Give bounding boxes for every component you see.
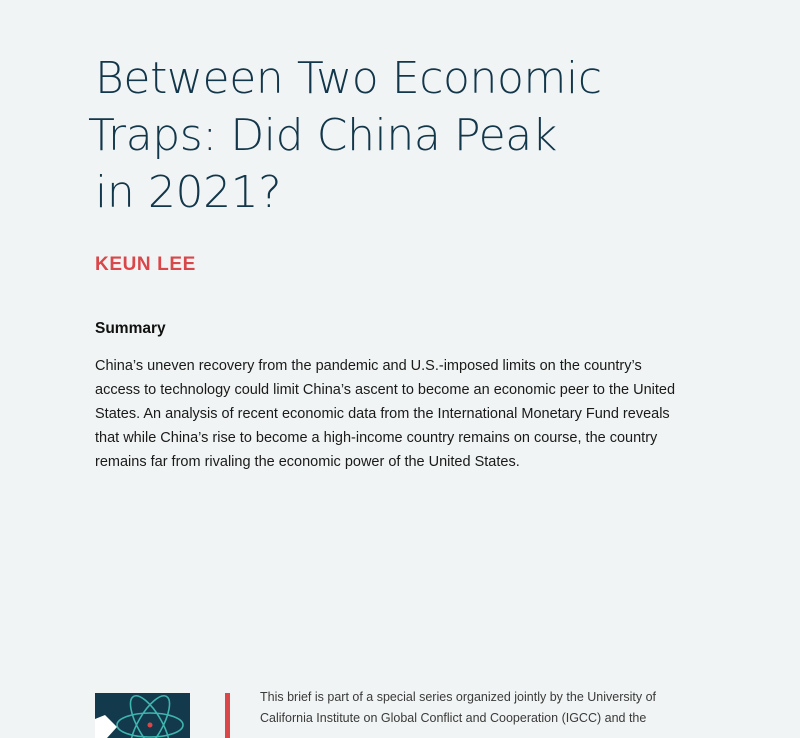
title-line-2: Traps: Did China Peak	[88, 110, 557, 161]
atom-logo-icon	[95, 693, 190, 738]
title-line-3: in 2021?	[95, 167, 282, 218]
summary-body: China’s uneven recovery from the pandemic and U.S.-imposed limits on the country’s access to technology could limit China’s ascent to become an economic peer to the United States. An analysis of recent economic data from the International Monetary Fund reveals that while China’s rise to become a high-income country remains on course, the country remains far from rivaling the economic power of the United States.	[95, 358, 676, 470]
author-name: KEUN LEE	[95, 254, 196, 275]
summary-heading: Summary	[95, 320, 166, 337]
title-line-1: Between Two Economic	[95, 53, 602, 104]
footer-note: This brief is part of a special series organized jointly by the University of California Institute on Global Conflict and Cooperation (IGCC) and the	[260, 690, 657, 725]
footer-accent-rule	[225, 693, 230, 738]
